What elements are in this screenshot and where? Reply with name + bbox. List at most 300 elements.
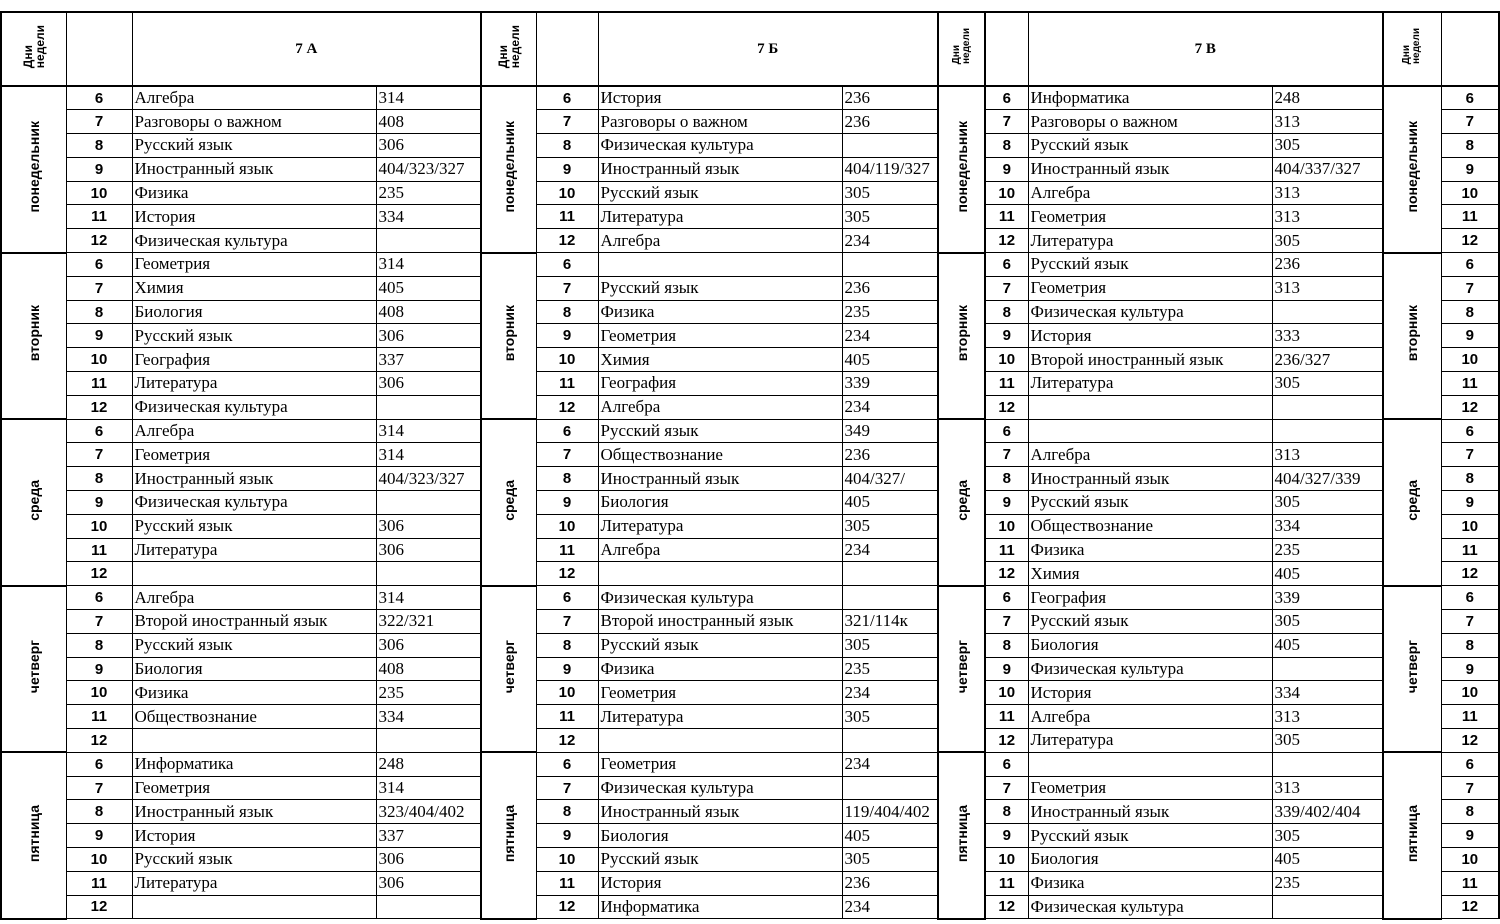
subject-7b: Геометрия: [598, 324, 842, 348]
day-name-cell: [1383, 752, 1441, 919]
subject-7b: Алгебра: [598, 395, 842, 419]
subject-7a: Биология: [132, 300, 376, 324]
subject-7a: Физическая культура: [132, 229, 376, 253]
lesson-number: 7: [66, 110, 132, 134]
subject-7a: История: [132, 205, 376, 229]
days-label-line2: недели: [960, 28, 972, 65]
lesson-number: 8: [536, 467, 598, 491]
lesson-number: 11: [536, 538, 598, 562]
lesson-number: 8: [536, 633, 598, 657]
subject-7a: [132, 729, 376, 753]
day-name: пятница: [500, 804, 517, 862]
days-header: [1, 12, 66, 86]
subject-7v: Русский язык: [1028, 253, 1272, 277]
lesson-number: 12: [536, 562, 598, 586]
lesson-number: 10: [1441, 181, 1499, 205]
room-7b: [842, 562, 938, 586]
lesson-number: 6: [66, 752, 132, 776]
day-name-cell: [938, 752, 985, 919]
day-name-cell: [481, 86, 536, 253]
subject-7a: [132, 895, 376, 919]
lesson-number: 10: [1441, 514, 1499, 538]
lesson-number: 11: [536, 705, 598, 729]
room-7b: [842, 586, 938, 610]
subject-7a: Физика: [132, 681, 376, 705]
room-7a: 323/404/402: [376, 800, 481, 824]
subject-7v: Геометрия: [1028, 776, 1272, 800]
subject-7b: Биология: [598, 824, 842, 848]
day-name: вторник: [1404, 305, 1421, 362]
subject-7a: Русский язык: [132, 633, 376, 657]
class-title-7a: 7 А: [132, 12, 481, 86]
day-name-cell: [1383, 586, 1441, 753]
day-name-cell: [481, 752, 536, 919]
room-7v: [1272, 419, 1383, 443]
subject-7a: Русский язык: [132, 324, 376, 348]
subject-7v: Физика: [1028, 871, 1272, 895]
lesson-row: [1, 800, 1499, 824]
subject-7v: Русский язык: [1028, 610, 1272, 634]
lesson-row: [1, 538, 1499, 562]
lesson-number: 8: [1441, 467, 1499, 491]
lesson-number: 12: [66, 895, 132, 919]
room-7a: 408: [376, 110, 481, 134]
room-7b: 119/404/402: [842, 800, 938, 824]
room-7b: 234: [842, 324, 938, 348]
lesson-number: 7: [66, 776, 132, 800]
lesson-number: 9: [985, 157, 1028, 181]
day-name: вторник: [953, 305, 970, 362]
room-7b: 405: [842, 348, 938, 372]
subject-7v: Обществознание: [1028, 514, 1272, 538]
lesson-number: 11: [536, 205, 598, 229]
lesson-number: 9: [536, 157, 598, 181]
lesson-number: 10: [66, 848, 132, 872]
lesson-number: 10: [985, 848, 1028, 872]
subject-7b: Русский язык: [598, 181, 842, 205]
subject-7a: Обществознание: [132, 705, 376, 729]
subject-7a: География: [132, 348, 376, 372]
lesson-number: 7: [985, 443, 1028, 467]
lesson-number: 11: [1441, 705, 1499, 729]
days-header: [1383, 12, 1441, 86]
header-row: [1, 12, 1499, 86]
subject-7b: Биология: [598, 491, 842, 515]
room-7b: 236: [842, 110, 938, 134]
lesson-number: 6: [1441, 586, 1499, 610]
lesson-row: [1, 824, 1499, 848]
lesson-row: [1, 181, 1499, 205]
subject-7b: Русский язык: [598, 848, 842, 872]
subject-7a: Иностранный язык: [132, 157, 376, 181]
day-name: пятница: [25, 804, 42, 862]
lesson-row: [1, 253, 1499, 277]
room-7b: 404/119/327: [842, 157, 938, 181]
day-name-cell: [938, 253, 985, 420]
lesson-number: 6: [536, 253, 598, 277]
subject-7b: История: [598, 86, 842, 110]
room-7v: 235: [1272, 538, 1383, 562]
subject-7a: [132, 562, 376, 586]
room-7v: [1272, 395, 1383, 419]
room-7b: 234: [842, 538, 938, 562]
lesson-number: 7: [985, 276, 1028, 300]
room-7a: 306: [376, 514, 481, 538]
subject-7v: Биология: [1028, 633, 1272, 657]
lesson-row: [1, 467, 1499, 491]
lesson-number: 10: [66, 514, 132, 538]
lesson-number: 11: [536, 871, 598, 895]
lesson-number: 11: [1441, 372, 1499, 396]
lesson-number: 10: [1441, 681, 1499, 705]
subject-7v: Литература: [1028, 372, 1272, 396]
lesson-row: [1, 276, 1499, 300]
num-header: [536, 12, 598, 86]
lesson-row: [1, 610, 1499, 634]
lesson-row: [1, 586, 1499, 610]
subject-7a: Алгебра: [132, 86, 376, 110]
room-7a: 314: [376, 419, 481, 443]
lesson-number: 12: [536, 895, 598, 919]
day-name-cell: [938, 86, 985, 253]
room-7a: 314: [376, 443, 481, 467]
room-7v: 313: [1272, 205, 1383, 229]
lesson-number: 7: [985, 776, 1028, 800]
lesson-row: [1, 157, 1499, 181]
lesson-row: [1, 110, 1499, 134]
lesson-number: 12: [536, 395, 598, 419]
lesson-number: 8: [66, 467, 132, 491]
lesson-row: [1, 681, 1499, 705]
subject-7v: Физика: [1028, 538, 1272, 562]
room-7v: 334: [1272, 514, 1383, 538]
class-title-7v: 7 В: [1028, 12, 1383, 86]
subject-7b: Литература: [598, 514, 842, 538]
room-7a: [376, 395, 481, 419]
lesson-number: 9: [66, 657, 132, 681]
room-7a: 306: [376, 324, 481, 348]
subject-7v: История: [1028, 681, 1272, 705]
room-7b: 235: [842, 657, 938, 681]
subject-7a: Русский язык: [132, 514, 376, 538]
lesson-number: 12: [985, 895, 1028, 919]
lesson-row: [1, 348, 1499, 372]
subject-7v: Второй иностранный язык: [1028, 348, 1272, 372]
room-7b: [842, 134, 938, 158]
day-name: пятница: [1404, 804, 1421, 862]
room-7a: 235: [376, 681, 481, 705]
lesson-number: 8: [66, 800, 132, 824]
subject-7a: Геометрия: [132, 253, 376, 277]
lesson-number: 9: [1441, 657, 1499, 681]
lesson-number: 7: [536, 276, 598, 300]
room-7v: 305: [1272, 824, 1383, 848]
lesson-number: 8: [1441, 300, 1499, 324]
subject-7b: Иностранный язык: [598, 467, 842, 491]
room-7b: 234: [842, 229, 938, 253]
room-7v: 305: [1272, 372, 1383, 396]
room-7a: 248: [376, 752, 481, 776]
subject-7b: [598, 729, 842, 753]
room-7v: 334: [1272, 681, 1383, 705]
subject-7v: Геометрия: [1028, 276, 1272, 300]
day-name: понедельник: [953, 121, 970, 213]
lesson-number: 7: [985, 110, 1028, 134]
lesson-row: [1, 562, 1499, 586]
subject-7v: [1028, 419, 1272, 443]
subject-7a: Литература: [132, 538, 376, 562]
room-7v: 313: [1272, 776, 1383, 800]
lesson-number: 10: [985, 348, 1028, 372]
class-title-7b: 7 Б: [598, 12, 938, 86]
subject-7v: Химия: [1028, 562, 1272, 586]
lesson-row: [1, 705, 1499, 729]
lesson-number: 7: [66, 443, 132, 467]
room-7b: 234: [842, 895, 938, 919]
days-label-line1: Дни: [495, 44, 510, 69]
lesson-number: 6: [536, 86, 598, 110]
lesson-number: 8: [985, 300, 1028, 324]
num-header: [1441, 12, 1499, 86]
room-7b: 349: [842, 419, 938, 443]
room-7a: [376, 562, 481, 586]
subject-7v: Литература: [1028, 729, 1272, 753]
lesson-number: 10: [985, 681, 1028, 705]
subject-7a: Русский язык: [132, 134, 376, 158]
lesson-number: 12: [1441, 395, 1499, 419]
subject-7b: Физика: [598, 657, 842, 681]
room-7a: [376, 895, 481, 919]
subject-7b: Химия: [598, 348, 842, 372]
lesson-number: 6: [1441, 86, 1499, 110]
day-name-cell: [938, 419, 985, 586]
days-header: [938, 12, 985, 86]
lesson-number: 6: [66, 419, 132, 443]
day-name-cell: [938, 586, 985, 753]
lesson-number: 9: [1441, 157, 1499, 181]
day-name-cell: [1, 752, 66, 919]
day-name: четверг: [953, 639, 970, 694]
subject-7b: Алгебра: [598, 538, 842, 562]
room-7v: 248: [1272, 86, 1383, 110]
room-7a: 306: [376, 134, 481, 158]
days-label-line2: недели: [32, 24, 47, 69]
lesson-number: 9: [66, 324, 132, 348]
subject-7v: Алгебра: [1028, 181, 1272, 205]
room-7a: 306: [376, 538, 481, 562]
room-7a: 235: [376, 181, 481, 205]
day-name: четверг: [1404, 639, 1421, 694]
room-7a: 306: [376, 633, 481, 657]
day-name-cell: [481, 253, 536, 420]
lesson-number: 10: [985, 514, 1028, 538]
room-7b: 305: [842, 633, 938, 657]
room-7v: 235: [1272, 871, 1383, 895]
lesson-row: [1, 443, 1499, 467]
room-7a: 314: [376, 86, 481, 110]
schedule-body: [1, 86, 1499, 919]
room-7a: [376, 491, 481, 515]
subject-7b: [598, 562, 842, 586]
subject-7a: Геометрия: [132, 443, 376, 467]
lesson-number: 10: [1441, 348, 1499, 372]
lesson-number: 8: [1441, 800, 1499, 824]
room-7v: 404/327/339: [1272, 467, 1383, 491]
room-7v: 313: [1272, 276, 1383, 300]
subject-7b: Второй иностранный язык: [598, 610, 842, 634]
days-header: [481, 12, 536, 86]
room-7b: 236: [842, 276, 938, 300]
lesson-number: 12: [1441, 229, 1499, 253]
lesson-number: 7: [536, 110, 598, 134]
day-name: среда: [25, 479, 42, 521]
subject-7a: Литература: [132, 871, 376, 895]
subject-7v: Разговоры о важном: [1028, 110, 1272, 134]
lesson-number: 8: [536, 800, 598, 824]
lesson-number: 10: [66, 181, 132, 205]
lesson-number: 7: [1441, 276, 1499, 300]
lesson-number: 9: [536, 824, 598, 848]
lesson-row: [1, 86, 1499, 110]
room-7v: 313: [1272, 181, 1383, 205]
lesson-number: 8: [66, 300, 132, 324]
day-name-cell: [1, 86, 66, 253]
day-name: понедельник: [500, 121, 517, 213]
lesson-row: [1, 633, 1499, 657]
lesson-number: 10: [1441, 848, 1499, 872]
room-7v: 305: [1272, 491, 1383, 515]
days-label-line2: недели: [1411, 28, 1423, 65]
day-name-cell: [481, 586, 536, 753]
subject-7v: Иностранный язык: [1028, 467, 1272, 491]
room-7b: 405: [842, 824, 938, 848]
subject-7v: Литература: [1028, 229, 1272, 253]
lesson-number: 7: [1441, 610, 1499, 634]
lesson-number: 12: [66, 395, 132, 419]
room-7b: 236: [842, 86, 938, 110]
days-label-line1: Дни: [950, 45, 962, 65]
lesson-row: [1, 776, 1499, 800]
room-7v: [1272, 895, 1383, 919]
room-7a: 337: [376, 348, 481, 372]
lesson-number: 6: [536, 752, 598, 776]
subject-7b: [598, 253, 842, 277]
lesson-number: 9: [536, 657, 598, 681]
room-7a: 306: [376, 372, 481, 396]
lesson-row: [1, 752, 1499, 776]
lesson-number: 11: [66, 205, 132, 229]
lesson-row: [1, 395, 1499, 419]
room-7v: 236: [1272, 253, 1383, 277]
subject-7a: Иностранный язык: [132, 800, 376, 824]
room-7b: 339: [842, 372, 938, 396]
subject-7v: Иностранный язык: [1028, 157, 1272, 181]
subject-7a: Химия: [132, 276, 376, 300]
subject-7v: География: [1028, 586, 1272, 610]
lesson-row: [1, 372, 1499, 396]
lesson-number: 11: [536, 372, 598, 396]
subject-7b: Литература: [598, 705, 842, 729]
subject-7b: Физическая культура: [598, 586, 842, 610]
day-name: среда: [500, 479, 517, 521]
lesson-number: 11: [985, 538, 1028, 562]
room-7v: 305: [1272, 610, 1383, 634]
day-name: понедельник: [25, 121, 42, 213]
room-7v: 305: [1272, 229, 1383, 253]
day-name-cell: [1, 586, 66, 753]
room-7a: 306: [376, 848, 481, 872]
room-7a: 334: [376, 205, 481, 229]
day-name: понедельник: [1404, 121, 1421, 213]
lesson-number: 8: [985, 800, 1028, 824]
subject-7b: Иностранный язык: [598, 157, 842, 181]
lesson-number: 12: [985, 562, 1028, 586]
lesson-number: 6: [1441, 253, 1499, 277]
subject-7b: География: [598, 372, 842, 396]
subject-7v: Информатика: [1028, 86, 1272, 110]
room-7a: 404/323/327: [376, 157, 481, 181]
subject-7v: Геометрия: [1028, 205, 1272, 229]
lesson-number: 6: [536, 586, 598, 610]
num-header: [985, 12, 1028, 86]
days-label-line1: Дни: [20, 44, 35, 69]
lesson-number: 6: [66, 86, 132, 110]
subject-7b: История: [598, 871, 842, 895]
subject-7a: Биология: [132, 657, 376, 681]
room-7b: 234: [842, 752, 938, 776]
lesson-number: 12: [66, 729, 132, 753]
lesson-number: 8: [985, 633, 1028, 657]
lesson-number: 12: [1441, 562, 1499, 586]
lesson-number: 8: [536, 134, 598, 158]
subject-7b: Русский язык: [598, 633, 842, 657]
room-7v: 339/402/404: [1272, 800, 1383, 824]
subject-7b: Геометрия: [598, 681, 842, 705]
lesson-row: [1, 895, 1499, 919]
lesson-number: 7: [1441, 776, 1499, 800]
subject-7v: [1028, 395, 1272, 419]
subject-7v: Русский язык: [1028, 824, 1272, 848]
subject-7v: Иностранный язык: [1028, 800, 1272, 824]
lesson-row: [1, 871, 1499, 895]
lesson-number: 12: [985, 729, 1028, 753]
lesson-number: 10: [985, 181, 1028, 205]
lesson-number: 8: [66, 134, 132, 158]
lesson-number: 7: [536, 443, 598, 467]
room-7v: 405: [1272, 562, 1383, 586]
lesson-number: 8: [985, 134, 1028, 158]
room-7v: [1272, 657, 1383, 681]
room-7b: [842, 776, 938, 800]
lesson-row: [1, 229, 1499, 253]
lesson-row: [1, 729, 1499, 753]
lesson-number: 7: [66, 276, 132, 300]
day-name: вторник: [500, 305, 517, 362]
room-7a: 314: [376, 253, 481, 277]
subject-7v: Алгебра: [1028, 443, 1272, 467]
lesson-row: [1, 514, 1499, 538]
lesson-number: 10: [536, 681, 598, 705]
lesson-number: 6: [66, 586, 132, 610]
lesson-number: 7: [536, 610, 598, 634]
subject-7b: Геометрия: [598, 752, 842, 776]
lesson-number: 10: [66, 681, 132, 705]
days-label-line2: недели: [507, 24, 522, 69]
day-name: четверг: [25, 639, 42, 694]
room-7v: 333: [1272, 324, 1383, 348]
subject-7v: Биология: [1028, 848, 1272, 872]
day-name: пятница: [953, 804, 970, 862]
